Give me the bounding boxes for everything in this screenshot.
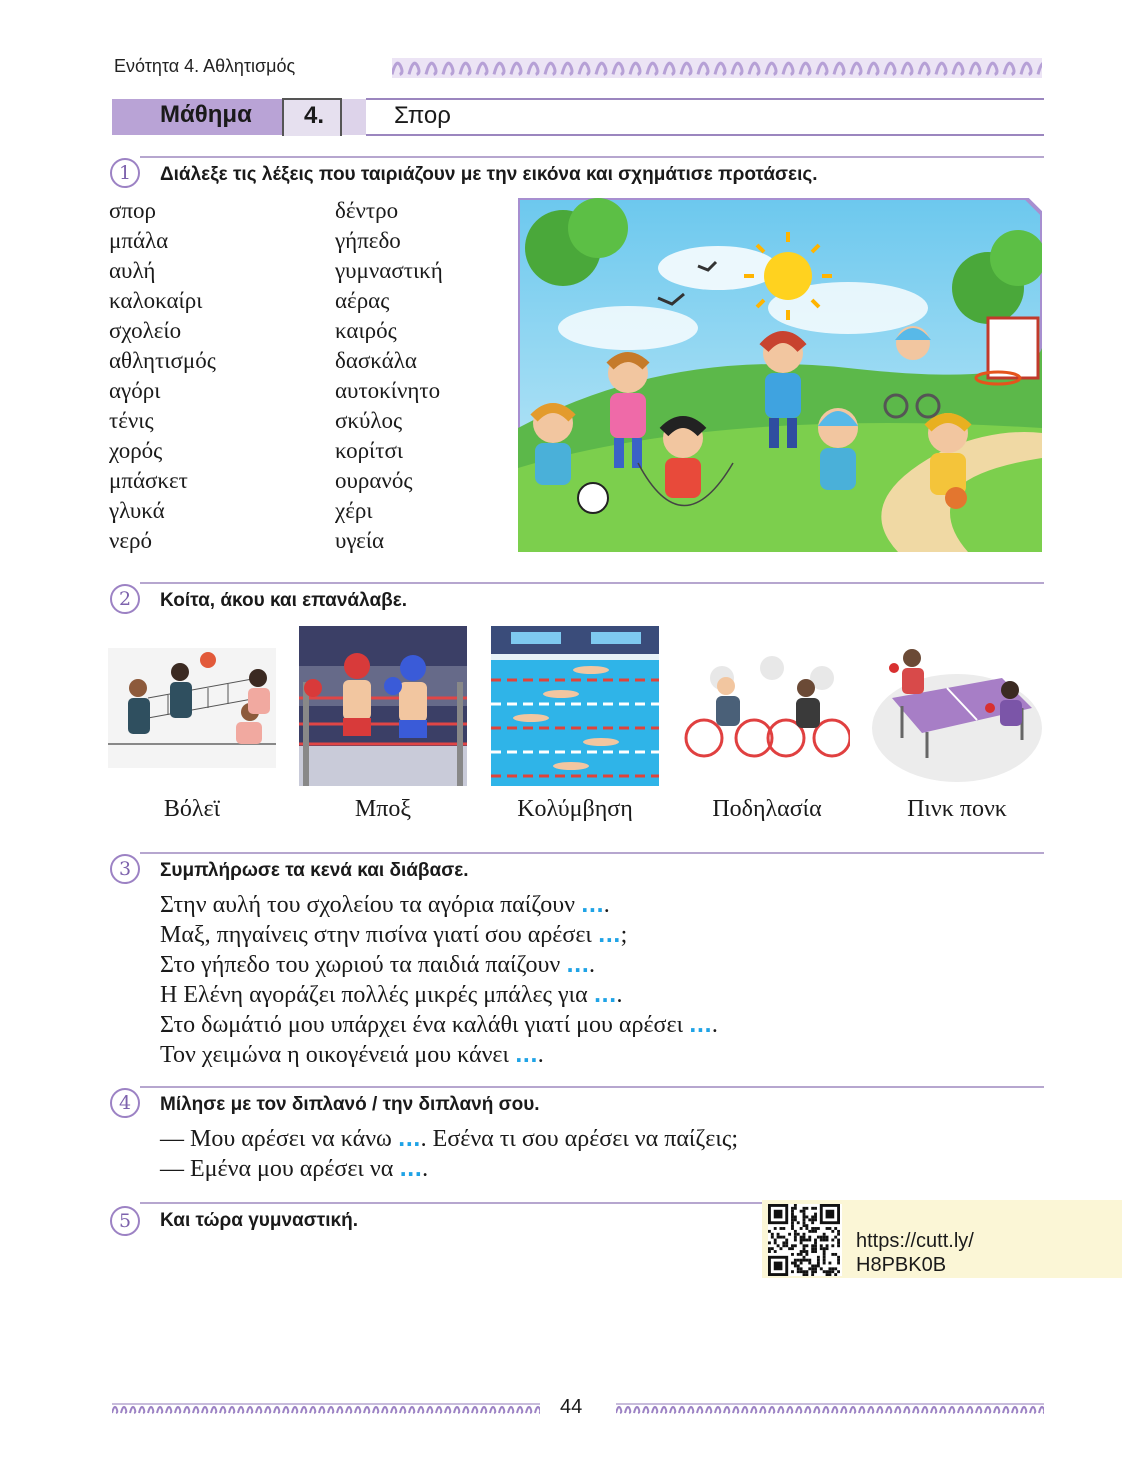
blank-dots: ... [566,953,590,977]
cycling-image [682,648,850,768]
section-title-1: Διάλεξε τις λέξεις που ταιριάζουν με την εικόνα και σχημάτισε προτάσεις. [160,164,818,185]
sport-caption-ping-pong: Πινκ πονκ [907,796,1007,822]
blank-dots: ... [397,1127,421,1151]
sport-caption-cycling: Ποδηλασία [712,796,822,822]
section-divider [140,1202,762,1204]
section-divider [140,582,1044,584]
word-item: αυτοκίνητο [335,378,441,403]
word-item: καλοκαίρι [109,288,203,313]
blank-dots: ... [514,1043,538,1067]
volleyball-image [108,648,276,768]
section-title-4: Μίλησε με τον διπλανό / την διπλανή σου. [160,1094,540,1115]
section-number-5: 5 [110,1206,140,1236]
fill-sentence: Στην αυλή του σχολείου τα αγόρια παίζουν .... [160,892,610,918]
section-divider [140,156,1044,158]
unit-label: Ενότητα 4. Αθλητισμός [114,56,296,76]
fill-sentence: Τον χειμώνα η οικογένειά μου κάνει .... [160,1042,544,1068]
section-divider [140,852,1044,854]
qr-url-line1[interactable]: https://cutt.ly/ [856,1230,974,1252]
section-title-3: Συμπλήρωσε τα κενά και διάβασε. [160,860,469,881]
word-item: κορίτσι [335,438,404,463]
ping-pong-image [872,628,1042,784]
footer-wave-left [112,1402,540,1416]
sport-caption-swimming: Κολύμβηση [517,796,633,822]
section-number-4: 4 [110,1088,140,1118]
word-item: καιρός [335,318,397,343]
word-item: αγόρι [109,378,161,403]
word-item: χορός [109,438,163,463]
section-title-2: Κοίτα, άκου και επανάλαβε. [160,590,408,611]
section-number-1: 1 [110,158,140,188]
word-item: σχολείο [109,318,182,343]
word-item: αθλητισμός [109,348,216,373]
lesson-header [112,98,1044,138]
qr-url-line2[interactable]: H8PBK0B [856,1254,947,1276]
footer-wave-right [616,1402,1044,1416]
dialogue-line: — Μου αρέσει να κάνω .... Εσένα τι σου αρέσει να παίζεις; [160,1126,738,1152]
fill-sentence: Στο δωμάτιό μου υπάρχει ένα καλάθι γιατί μου αρέσει .... [160,1012,718,1038]
lesson-number: 4. [304,102,325,129]
word-item: γλυκά [109,498,165,523]
qr-code-icon[interactable] [768,1204,842,1276]
page-number: 44 [560,1396,583,1418]
section-number-3: 3 [110,854,140,884]
word-item: τένις [109,408,154,433]
word-item: δέντρο [335,198,399,223]
word-item: υγεία [335,528,385,553]
header-wave-ornament [392,54,1042,80]
swimming-image [491,626,659,786]
section-title-5: Και τώρα γυμναστική. [160,1210,358,1231]
word-item: αυλή [109,258,156,283]
word-item: σπορ [109,198,156,223]
word-item: χέρι [335,498,373,523]
word-item: ουρανός [335,468,413,493]
sport-caption-volleyball: Βόλεϊ [163,796,221,822]
word-item: νερό [109,528,153,553]
section-divider [140,1086,1044,1088]
word-item: γυμναστική [335,258,443,283]
playground-illustration [518,198,1042,552]
qr-link-box[interactable] [762,1200,1122,1278]
blank-dots: ... [581,893,604,917]
sport-caption-boxing: Μποξ [354,796,412,822]
boxing-image [299,626,467,786]
lesson-title: Σπορ [394,102,451,129]
word-item: σκύλος [335,408,403,433]
fill-sentence: Στο γήπεδο του χωριού τα παιδιά παίζουν .... [160,952,596,978]
blank-dots: ... [689,1013,712,1037]
word-item: αέρας [335,288,390,313]
section-number-2: 2 [110,584,140,614]
word-item: μπάλα [109,228,169,253]
blank-dots: ... [399,1157,423,1181]
fill-sentence: Μαξ, πηγαίνεις στην πισίνα γιατί σου αρέσει ...; [160,922,628,948]
word-item: δασκάλα [335,348,417,373]
word-item: μπάσκετ [109,468,188,493]
dialogue-line: — Εμένα μου αρέσει να .... [160,1156,429,1182]
fill-sentence: Η Ελένη αγοράζει πολλές μικρές μπάλες για .... [160,982,623,1008]
blank-dots: ... [597,923,621,947]
blank-dots: ... [593,983,617,1007]
word-item: γήπεδο [335,228,401,253]
lesson-word: Μάθημα [160,101,252,128]
